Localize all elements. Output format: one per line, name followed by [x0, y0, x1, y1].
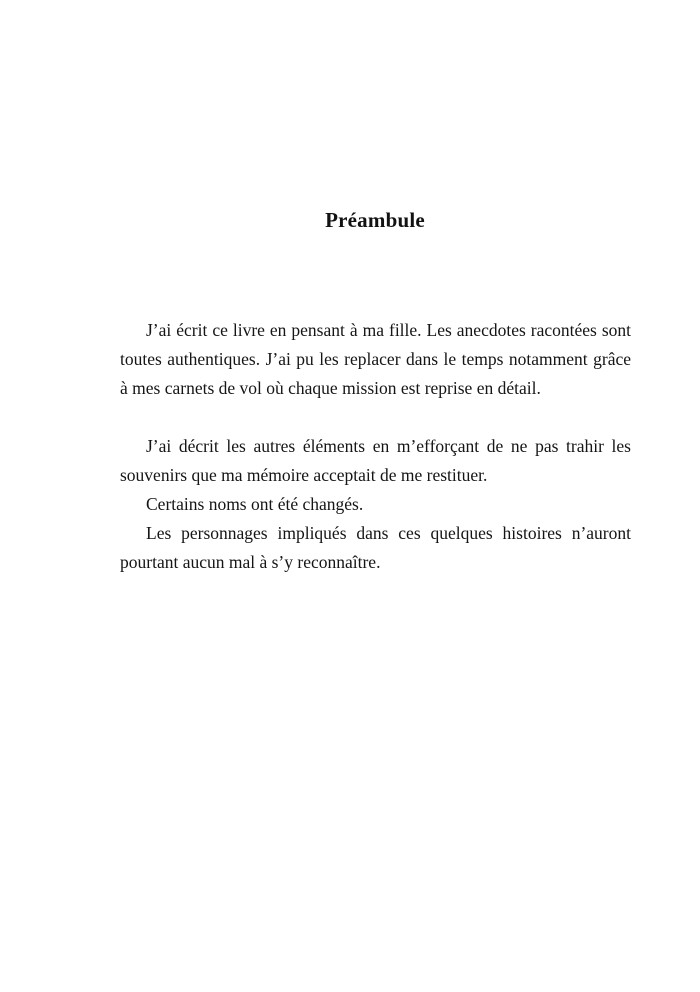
page-title: Préambule: [325, 208, 425, 232]
paragraph: Certains noms ont été changés.: [146, 494, 364, 514]
paragraph: J’ai écrit ce livre en pensant à ma fille. Les anecdotes racontées sont toutes authentiques. J’ai pu les replacer dans le temps notamment grâce à mes carnets de vol où chaque mission est reprise en détail.: [120, 320, 631, 398]
paragraph: Les personnages impliqués dans ces quelques histoires n’auront pourtant aucun mal à s’y reconnaître.: [120, 523, 631, 572]
body-text: [120, 316, 631, 577]
paragraph: J’ai décrit les autres éléments en m’efforçant de ne pas trahir les souvenirs que ma mémoire acceptait de me restituer.: [120, 436, 631, 485]
